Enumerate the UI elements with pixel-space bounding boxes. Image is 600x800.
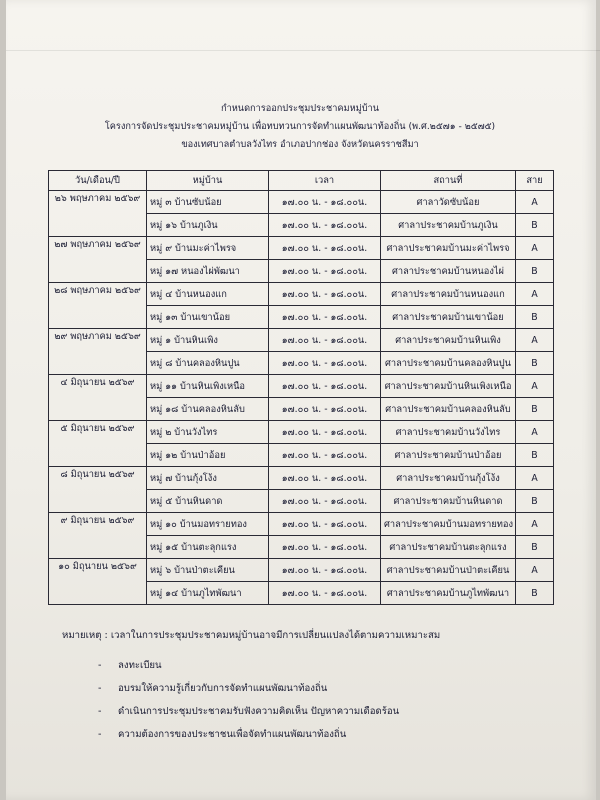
cell-line: B [516,536,554,559]
cell-place: ศาลาวัดซับน้อย [381,191,516,214]
cell-time: ๑๗.๐๐ น. - ๑๘.๐๐น. [269,444,381,467]
cell-place: ศาลาประชาคมบ้านภูเงิน [381,214,516,237]
cell-place: ศาลาประชาคมบ้านหนองแก [381,283,516,306]
table-row [49,237,554,260]
cell-line: B [516,260,554,283]
agenda-item [98,654,399,677]
bullet-dash-icon: - [98,660,102,671]
header-organization: ของเทศบาลตำบลวังไทร อำเภอปากช่อง จังหวัดนครราชสีมา [181,139,419,150]
cell-time: ๑๗.๐๐ น. - ๑๘.๐๐น. [269,421,381,444]
cell-time: ๑๗.๐๐ น. - ๑๘.๐๐น. [269,513,381,536]
table-row [49,191,554,214]
schedule-table [48,170,554,605]
cell-place: ศาลาประชาคมบ้านป่าตะเคียน [381,559,516,582]
agenda-item-text: อบรมให้ความรู้เกี่ยวกับการจัดทำแผนพัฒนาท้องถิ่น [118,683,328,694]
cell-time: ๑๗.๐๐ น. - ๑๘.๐๐น. [269,398,381,421]
agenda-item [98,677,399,700]
cell-line: A [516,191,554,214]
cell-line: A [516,329,554,352]
agenda-list [98,654,399,746]
cell-place: ศาลาประชาคมบ้านหินเพิงเหนือ [381,375,516,398]
cell-village: หมู่ ๒ บ้านวังไทร [147,421,269,444]
cell-time: ๑๗.๐๐ น. - ๑๘.๐๐น. [269,191,381,214]
cell-time: ๑๗.๐๐ น. - ๑๘.๐๐น. [269,490,381,513]
cell-place: ศาลาประชาคมบ้านหนองไผ่ [381,260,516,283]
cell-time: ๑๗.๐๐ น. - ๑๘.๐๐น. [269,283,381,306]
table-header-row [49,171,554,191]
cell-village: หมู่ ๑๘ บ้านคลองหินลับ [147,398,269,421]
cell-line: A [516,375,554,398]
table-row [49,421,554,444]
cell-line: A [516,421,554,444]
cell-time: ๑๗.๐๐ น. - ๑๘.๐๐น. [269,329,381,352]
table-row [49,375,554,398]
cell-line: A [516,513,554,536]
agenda-item [98,700,399,723]
header-title: กำหนดการออกประชุมประชาคมหมู่บ้าน [221,103,379,114]
cell-date: ๕ มิถุนายน ๒๕๖๙ [49,421,147,467]
cell-time: ๑๗.๐๐ น. - ๑๘.๐๐น. [269,467,381,490]
cell-time: ๑๗.๐๐ น. - ๑๘.๐๐น. [269,260,381,283]
table-row [49,329,554,352]
cell-line: B [516,582,554,605]
cell-place: ศาลาประชาคมบ้านมอทรายทอง [381,513,516,536]
agenda-item-text: ลงทะเบียน [118,660,162,671]
cell-place: ศาลาประชาคมบ้านกุ้งโง้ง [381,467,516,490]
cell-village: หมู่ ๖ บ้านป่าตะเคียน [147,559,269,582]
cell-place: ศาลาประชาคมบ้านป่าอ้อย [381,444,516,467]
cell-place: ศาลาประชาคมบ้านคลองหินลับ [381,398,516,421]
cell-line: B [516,490,554,513]
cell-place: ศาลาประชาคมบ้านหินเพิง [381,329,516,352]
table-row [49,513,554,536]
cell-time: ๑๗.๐๐ น. - ๑๘.๐๐น. [269,214,381,237]
cell-village: หมู่ ๑๒ บ้านป่าอ้อย [147,444,269,467]
table-row [49,283,554,306]
cell-date: ๒๗ พฤษภาคม ๒๕๖๙ [49,237,147,283]
cell-village: หมู่ ๗ บ้านกุ้งโง้ง [147,467,269,490]
cell-time: ๑๗.๐๐ น. - ๑๘.๐๐น. [269,536,381,559]
bullet-dash-icon: - [98,683,102,694]
agenda-item-text: ความต้องการของประชาชนเพื่อจัดทำแผนพัฒนาท้องถิ่น [118,729,347,740]
cell-village: หมู่ ๑๗ หนองไผ่พัฒนา [147,260,269,283]
cell-date: ๑๐ มิถุนายน ๒๕๖๙ [49,559,147,605]
bullet-dash-icon: - [98,729,102,740]
cell-village: หมู่ ๑๕ บ้านตะลุกแรง [147,536,269,559]
agenda-item-text: ดำเนินการประชุมประชาคมรับฟังความคิดเห็น ปัญหาความเดือดร้อน [118,706,400,717]
cell-village: หมู่ ๑๓ บ้านเขาน้อย [147,306,269,329]
remark-note: หมายเหตุ : เวลาในการประชุมประชาคมหมู่บ้านอาจมีการเปลี่ยนแปลงได้ตามความเหมาะสม [62,630,441,641]
paper-fold-line [6,50,600,51]
cell-line: A [516,283,554,306]
header-project: โครงการจัดประชุมประชาคมหมู่บ้าน เพื่อทบทวนการจัดทำแผนพัฒนาท้องถิ่น (พ.ศ.๒๕๗๑ - ๒๕๗๕) [104,121,496,132]
cell-village: หมู่ ๑๔ บ้านภูไทพัฒนา [147,582,269,605]
cell-line: B [516,306,554,329]
cell-place: ศาลาประชาคมบ้านตะลุกแรง [381,536,516,559]
cell-line: B [516,398,554,421]
cell-village: หมู่ ๓ บ้านซับน้อย [147,191,269,214]
cell-time: ๑๗.๐๐ น. - ๑๘.๐๐น. [269,306,381,329]
cell-village: หมู่ ๕ บ้านหินดาด [147,490,269,513]
column-header-village: หมู่บ้าน [147,171,269,191]
cell-date: ๙ มิถุนายน ๒๕๖๙ [49,513,147,559]
cell-place: ศาลาประชาคมบ้านภูไทพัฒนา [381,582,516,605]
column-header-date: วัน/เดือน/ปี [49,171,147,191]
cell-date: ๒๙ พฤษภาคม ๒๕๖๙ [49,329,147,375]
cell-village: หมู่ ๑๑ บ้านหินเพิงเหนือ [147,375,269,398]
cell-village: หมู่ ๑ บ้านหินเพิง [147,329,269,352]
cell-village: หมู่ ๘ บ้านคลองหินปูน [147,352,269,375]
cell-time: ๑๗.๐๐ น. - ๑๘.๐๐น. [269,559,381,582]
cell-date: ๘ มิถุนายน ๒๕๖๙ [49,467,147,513]
cell-village: หมู่ ๔ บ้านหนองแก [147,283,269,306]
column-header-line: สาย [516,171,554,191]
cell-line: A [516,467,554,490]
table-row [49,559,554,582]
column-header-place: สถานที่ [381,171,516,191]
cell-line: B [516,214,554,237]
cell-date: ๒๖ พฤษภาคม ๒๕๖๙ [49,191,147,237]
document-header [0,100,600,154]
column-header-time: เวลา [269,171,381,191]
cell-line: A [516,237,554,260]
cell-village: หมู่ ๑๖ บ้านภูเงิน [147,214,269,237]
table-row [49,467,554,490]
cell-place: ศาลาประชาคมบ้านคลองหินปูน [381,352,516,375]
cell-place: ศาลาประชาคมบ้านเขาน้อย [381,306,516,329]
bullet-dash-icon: - [98,706,102,717]
cell-line: B [516,444,554,467]
cell-place: ศาลาประชาคมบ้านหินดาด [381,490,516,513]
cell-time: ๑๗.๐๐ น. - ๑๘.๐๐น. [269,582,381,605]
cell-time: ๑๗.๐๐ น. - ๑๘.๐๐น. [269,237,381,260]
cell-place: ศาลาประชาคมบ้านมะค่าไพรจ [381,237,516,260]
cell-village: หมู่ ๑๐ บ้านมอทรายทอง [147,513,269,536]
cell-time: ๑๗.๐๐ น. - ๑๘.๐๐น. [269,375,381,398]
cell-village: หมู่ ๙ บ้านมะค่าไพรจ [147,237,269,260]
cell-place: ศาลาประชาคมบ้านวังไทร [381,421,516,444]
cell-date: ๒๘ พฤษภาคม ๒๕๖๙ [49,283,147,329]
cell-line: B [516,352,554,375]
cell-time: ๑๗.๐๐ น. - ๑๘.๐๐น. [269,352,381,375]
schedule-body [49,191,554,605]
cell-line: A [516,559,554,582]
cell-date: ๔ มิถุนายน ๒๕๖๙ [49,375,147,421]
agenda-item [98,723,399,746]
